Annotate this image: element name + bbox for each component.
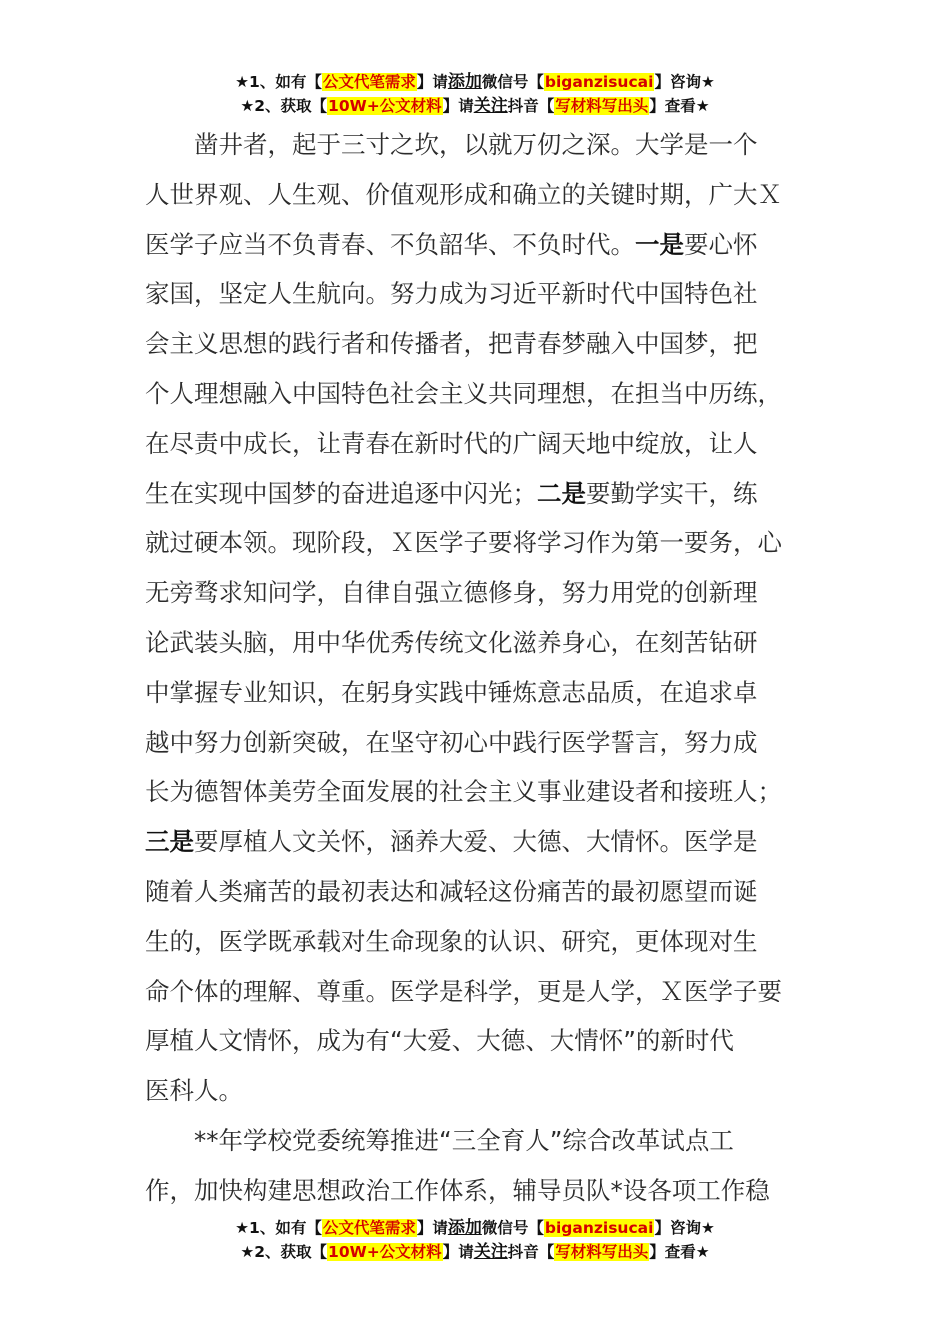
banner-line-2 [0, 94, 950, 118]
text-line [145, 817, 810, 867]
highlight-douyin-id: 写材料写出头 [555, 1243, 649, 1261]
banner-text: ★1、如有【 [235, 73, 322, 91]
highlight-wechat-id: biganzisucai [544, 73, 654, 91]
banner-text: 】请 [416, 73, 448, 91]
underlined-text: 添加 [447, 1218, 482, 1238]
banner-text: 】咨询★ [654, 73, 715, 91]
text-line: 会主义思想的践行者和传播者，把青春梦融入中国梦，把 [145, 329, 758, 359]
text-fragment: 要心怀 [684, 229, 758, 259]
text-line [145, 220, 810, 270]
text-line: 家国，坚定人生航向。努力成为习近平新时代中国特色社 [145, 279, 758, 309]
text-line: 随着人类痛苦的最初表达和减轻这份痛苦的最初愿望而诞 [145, 876, 758, 906]
text-line: 作，加快构建思想政治工作体系，辅导员队*设各项工作稳 [145, 1175, 770, 1205]
banner-text: 】咨询★ [654, 1219, 715, 1237]
header-banner [0, 70, 950, 118]
banner-text: 抖音【 [507, 97, 555, 115]
banner-text: 】查看★ [649, 1243, 710, 1261]
text-line [145, 469, 810, 519]
text-line: 无旁骛求知问学，自律自强立德修身，努力用党的创新理 [145, 578, 758, 608]
banner-text: 抖音【 [507, 1243, 555, 1261]
banner-text: ★2、获取【 [240, 97, 328, 115]
bold-keyword: 一是 [635, 229, 684, 259]
text-line: 中掌握专业知识，在躬身实践中锤炼意志品质，在追求卓 [145, 677, 758, 707]
banner-text: 微信号【 [481, 73, 544, 91]
highlight-douyin-id: 写材料写出头 [555, 97, 649, 115]
text-line: 个人理想融入中国特色社会主义共同理想，在担当中历练， [145, 378, 782, 408]
banner-text: 】查看★ [649, 97, 710, 115]
text-line: 在尽责中成长，让青春在新时代的广阔天地中绽放，让人 [145, 428, 758, 458]
banner-line-1 [0, 1216, 950, 1240]
banner-text: 微信号【 [481, 1219, 544, 1237]
text-fragment: 生在实现中国梦的奋进追逐中闪光； [145, 478, 537, 508]
bold-keyword: 三是 [145, 827, 194, 857]
banner-line-1 [0, 70, 950, 94]
text-line: 人世界观、人生观、价值观形成和确立的关键时期，广大Ｘ [145, 179, 782, 209]
banner-text: 】请 [442, 1243, 474, 1261]
highlight-wechat-id: biganzisucai [544, 1219, 654, 1237]
text-line: **年学校党委统筹推进“三全育人”综合改革试点工 [145, 1125, 734, 1155]
highlight-text: 10W+公文材料 [328, 1243, 442, 1261]
bold-keyword: 二是 [537, 478, 586, 508]
banner-text: ★1、如有【 [235, 1219, 322, 1237]
banner-text: 】请 [416, 1219, 448, 1237]
text-line: 越中努力创新突破，在坚守初心中践行医学誓言，努力成 [145, 727, 758, 757]
document-body [145, 120, 810, 1216]
highlight-text: 公文代笔需求 [322, 73, 416, 91]
banner-line-2 [0, 1240, 950, 1264]
text-line: 命个体的理解、尊重。医学是科学，更是人学，Ｘ医学子要 [145, 976, 782, 1006]
text-fragment: 要厚植人文关怀，涵养大爱、大德、大情怀。医学是 [194, 827, 758, 857]
highlight-text: 公文代笔需求 [322, 1219, 416, 1237]
text-line: 凿井者，起于三寸之坎，以就万仞之深。大学是一个 [145, 130, 758, 159]
text-fragment: 医学子应当不负青春、不负韶华、不负时代。 [145, 229, 635, 259]
footer-banner [0, 1216, 950, 1264]
banner-text: ★2、获取【 [240, 1243, 328, 1261]
underlined-text: 添加 [447, 72, 482, 92]
text-line: 就过硬本领。现阶段，Ｘ医学子要将学习作为第一要务，心 [145, 528, 782, 558]
text-line: 生的，医学既承载对生命现象的认识、研究，更体现对生 [145, 926, 758, 956]
text-fragment: 要勤学实干，练 [586, 478, 758, 508]
banner-text: 】请 [442, 97, 474, 115]
highlight-text: 10W+公文材料 [328, 97, 442, 115]
text-line: 厚植人文情怀，成为有“大爱、大德、大情怀”的新时代 [145, 1026, 734, 1056]
underlined-text: 关注 [473, 1242, 508, 1262]
text-line: 医科人。 [145, 1076, 243, 1106]
text-line: 论武装头脑，用中华优秀传统文化滋养身心，在刻苦钻研 [145, 627, 758, 657]
text-line: 长为德智体美劳全面发展的社会主义事业建设者和接班人； [145, 777, 782, 807]
underlined-text: 关注 [473, 96, 508, 116]
